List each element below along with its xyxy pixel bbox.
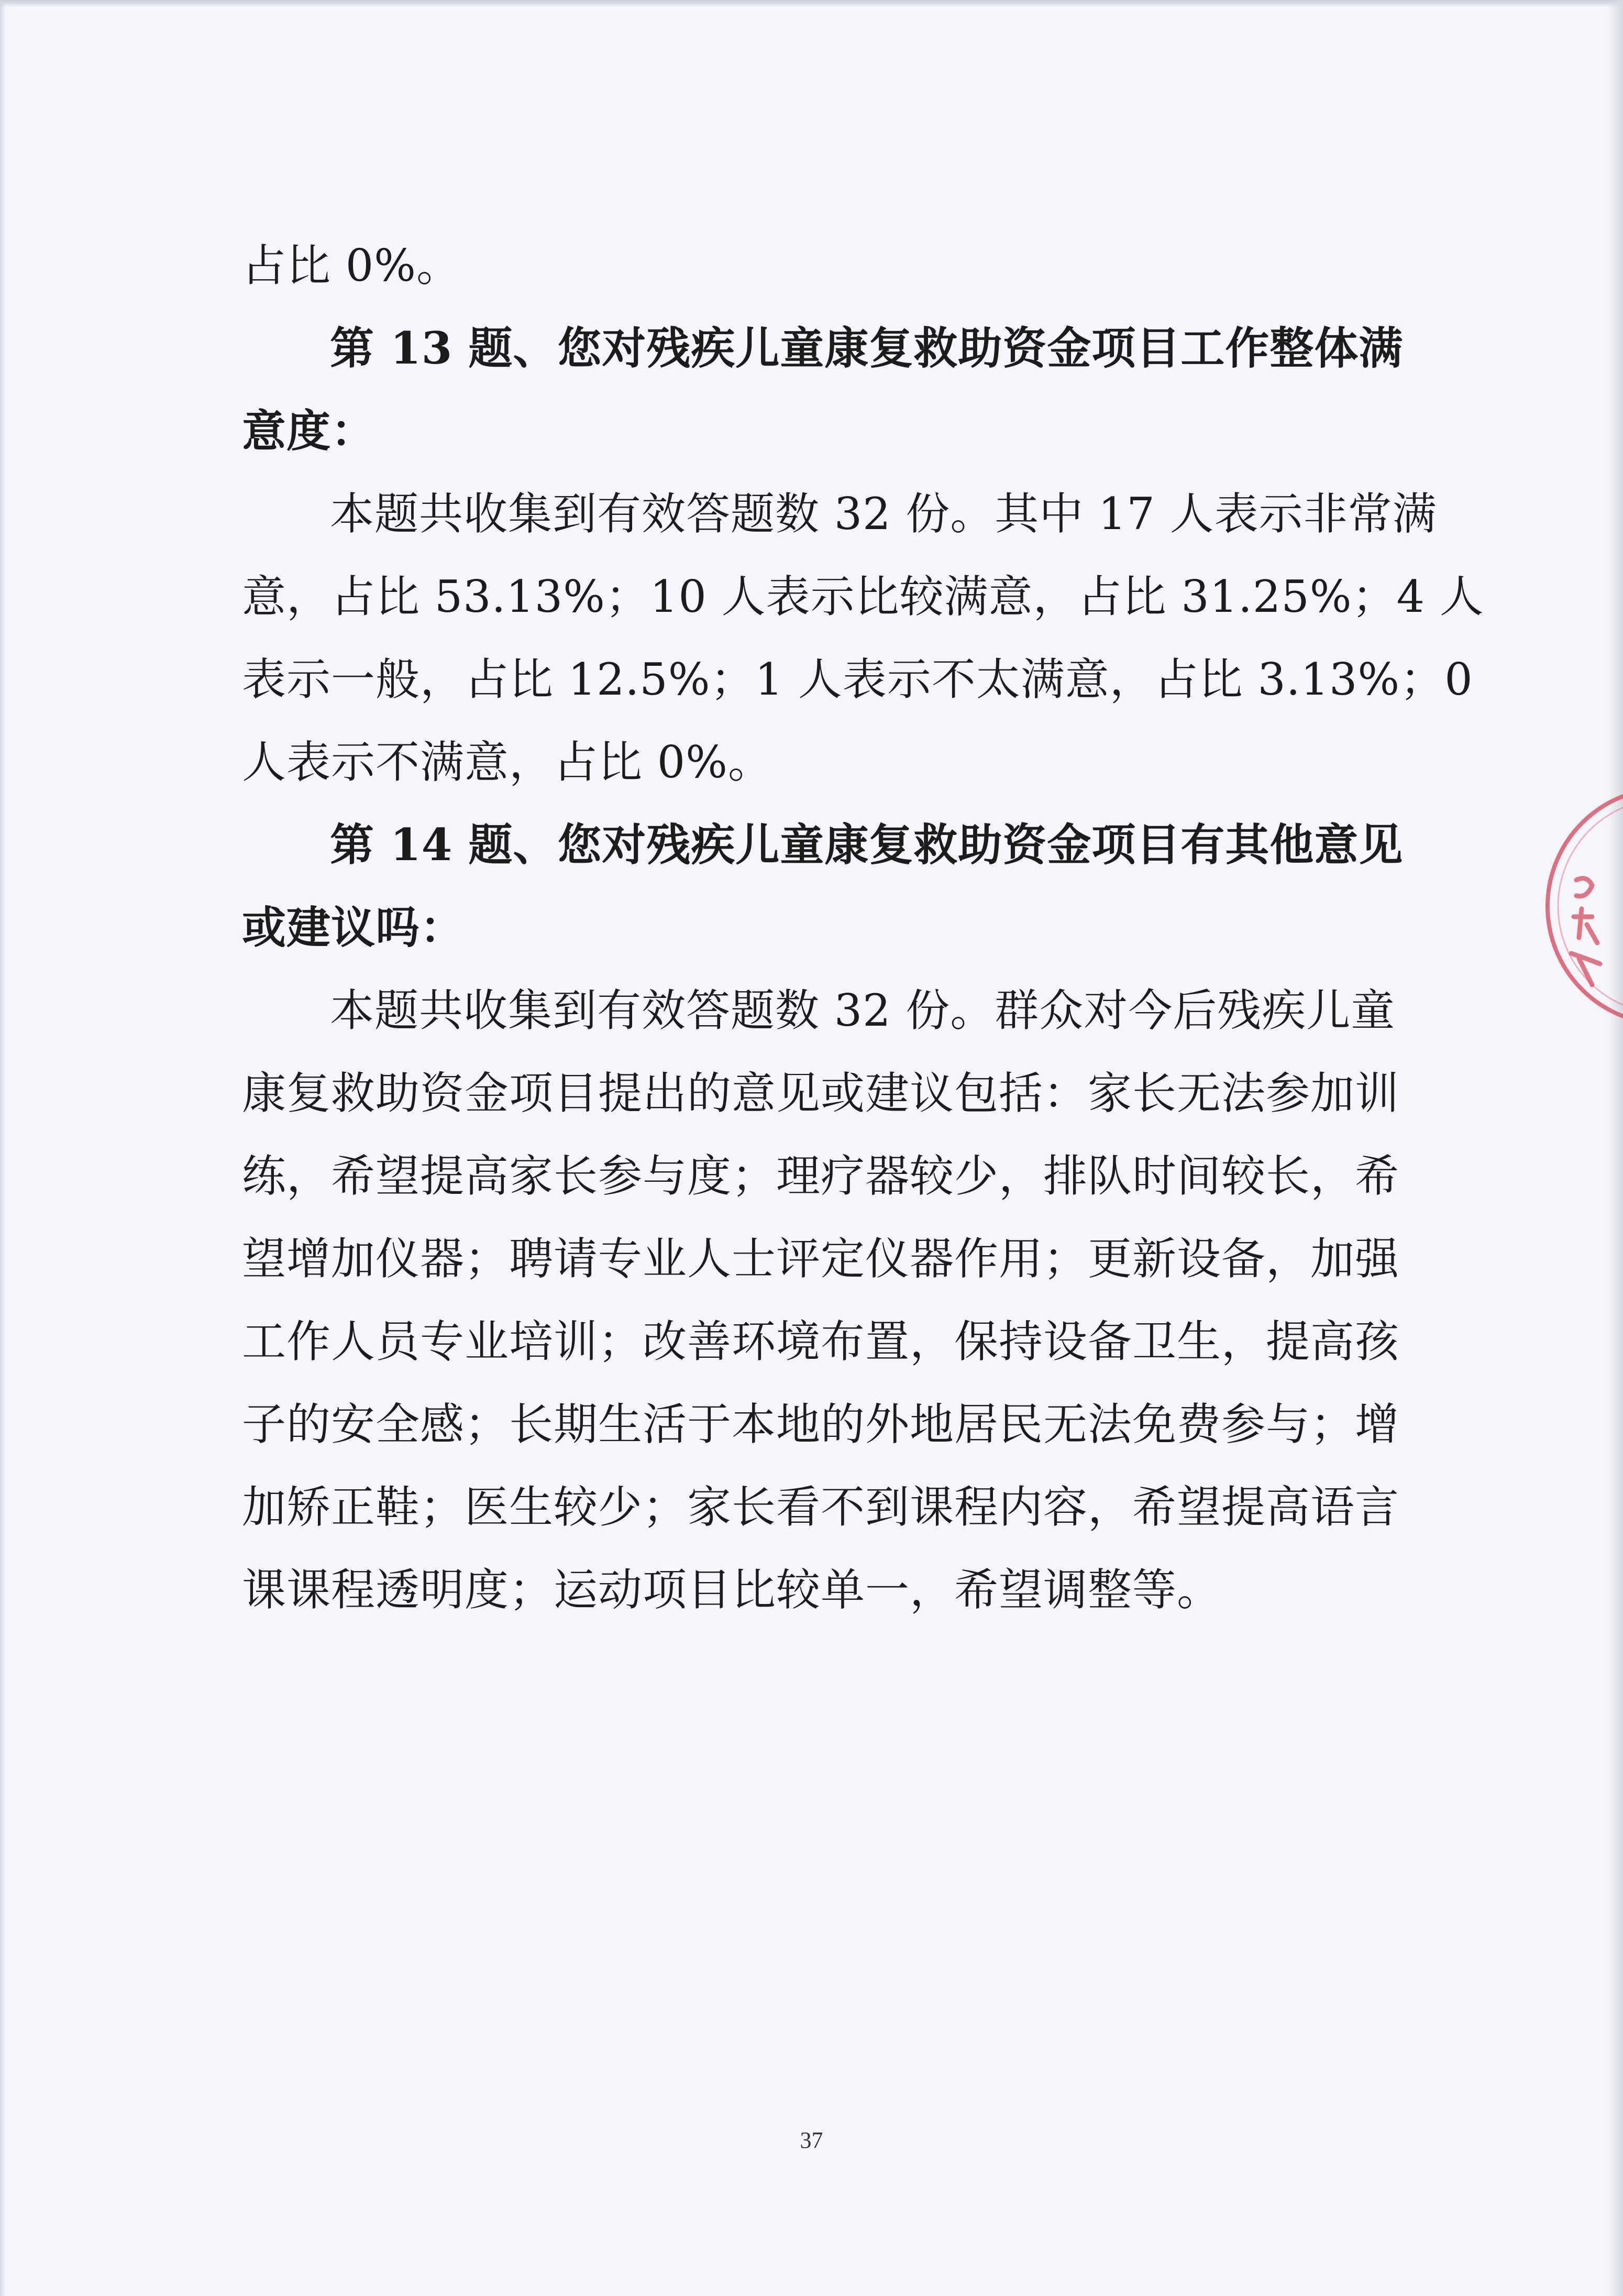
seal-stamp	[1508, 786, 1623, 1027]
text-line: 本题共收集到有效答题数 32 份。其中 17 人表示非常满	[330, 488, 1437, 540]
text-line: 康复救助资金项目提出的意见或建议包括：家长无法参加训	[242, 1068, 1400, 1119]
question-13-heading: 第 13 题、您对残疾儿童康复救助资金项目工作整体满	[330, 322, 1404, 374]
question-14-heading-cont: 或建议吗：	[242, 902, 465, 953]
text-line: 子的安全感；长期生活于本地的外地居民无法免费参与；增	[242, 1399, 1400, 1450]
seal-stamp-graphic	[1508, 786, 1623, 1027]
scan-edge-right	[1607, 0, 1623, 2296]
scan-edge-left	[0, 0, 5, 2296]
text-line: 课课程透明度；运动项目比较单一，希望调整等。	[242, 1564, 1222, 1616]
question-13-heading-cont: 意度：	[242, 405, 376, 457]
text-line: 表示一般，占比 12.5%；1 人表示不太满意，占比 3.13%；0	[242, 654, 1473, 705]
text-line: 工作人员专业培训；改善环境布置，保持设备卫生，提高孩	[242, 1316, 1400, 1367]
question-14-heading: 第 14 题、您对残疾儿童康复救助资金项目有其他意见	[330, 819, 1404, 871]
scan-edge-top	[0, 0, 1623, 7]
body-text	[242, 224, 1484, 1631]
text-line: 望增加仪器；聘请专业人士评定仪器作用；更新设备，加强	[242, 1233, 1400, 1284]
text-line: 占比 0%。	[242, 240, 461, 291]
text-line: 本题共收集到有效答题数 32 份。群众对今后残疾儿童	[330, 985, 1396, 1036]
text-line: 练，希望提高家长参与度；理疗器较少，排队时间较长，希	[242, 1150, 1400, 1202]
text-line: 意，占比 53.13%；10 人表示比较满意，占比 31.25%；4 人	[242, 571, 1484, 622]
text-line: 加矫正鞋；医生较少；家长看不到课程内容，希望提高语言	[242, 1481, 1400, 1533]
text-line: 人表示不满意，占比 0%。	[242, 737, 772, 788]
page-number: 37	[800, 2127, 823, 2153]
